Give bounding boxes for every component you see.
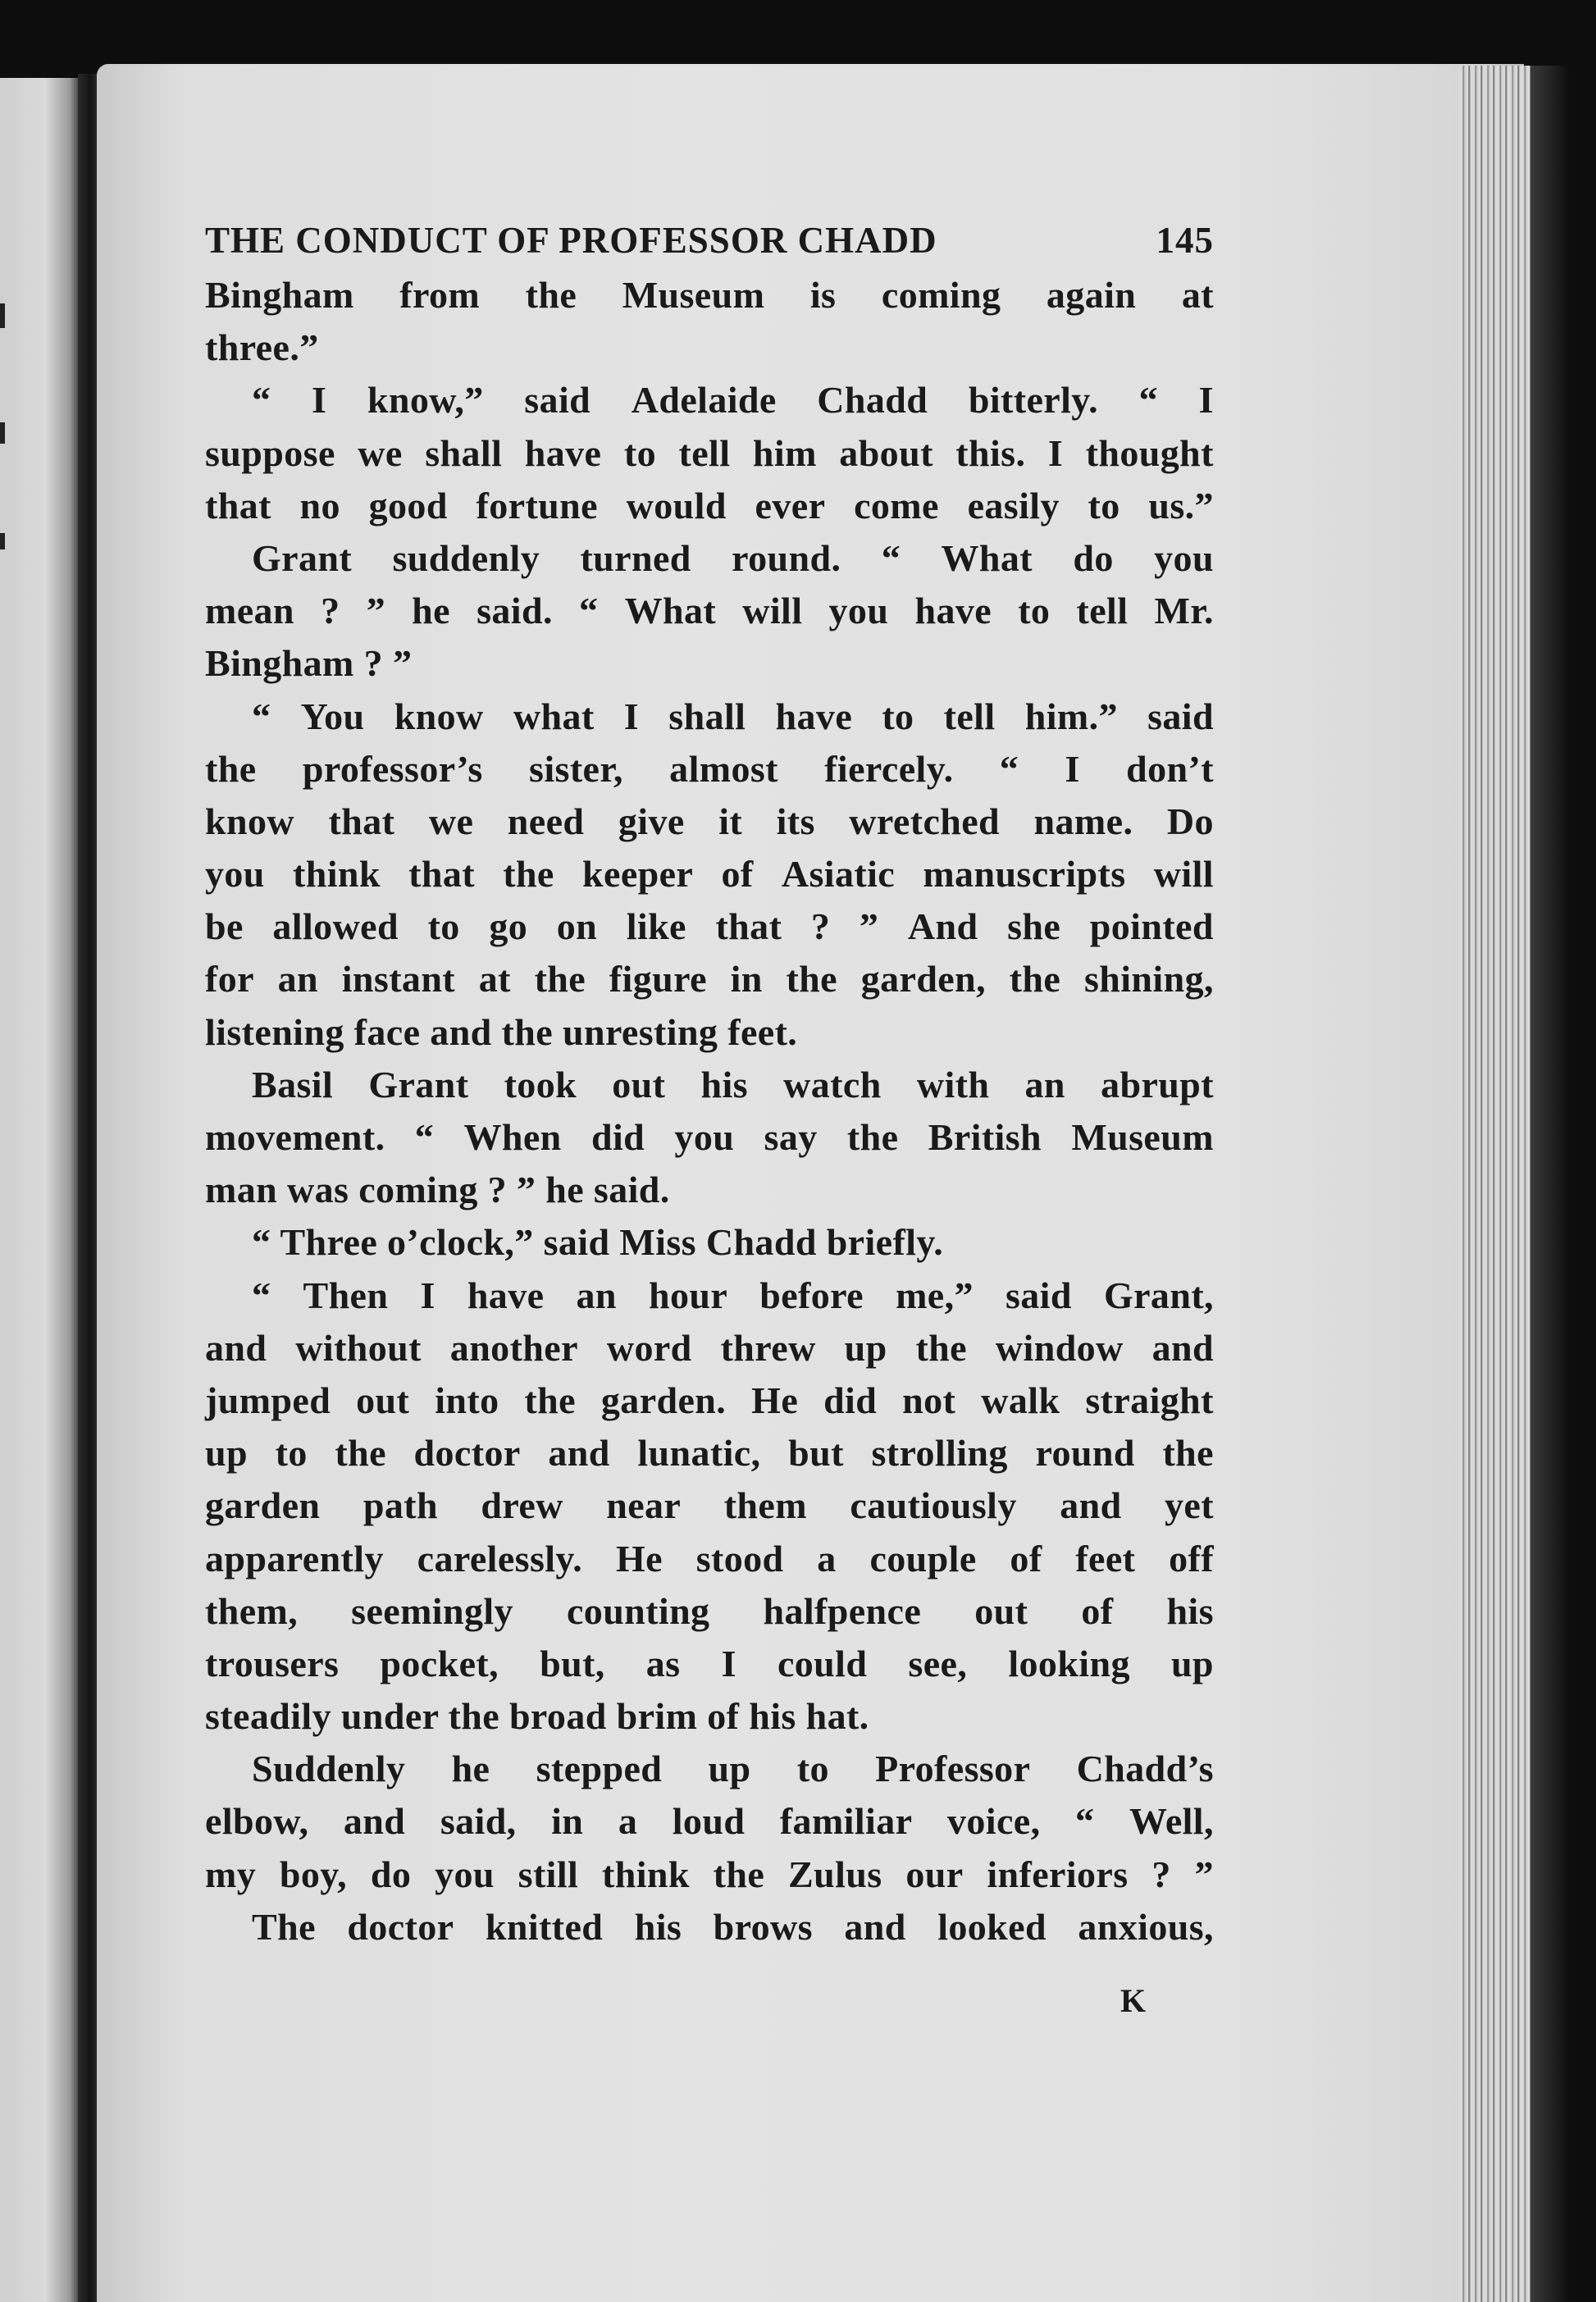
text-line: suppose we shall have to tell him about this. I thought — [205, 431, 1214, 474]
text-line: up to the doctor and lunatic, but strolling round the — [205, 1432, 1214, 1475]
text-line: that no good fortune would ever come easily to us.” — [205, 484, 1214, 526]
text-line: “ You know what I shall have to tell him.” said — [252, 695, 1214, 737]
text-line: elbow, and said, in a loud familiar voice, “ Well, — [205, 1800, 1214, 1843]
text-line: listening face and the unresting feet. — [205, 1010, 798, 1053]
running-title: THE CONDUCT OF PROFESSOR CHADD — [205, 220, 937, 261]
text-line: my boy, do you still think the Zulus our inferiors ? ” — [205, 1853, 1214, 1895]
text-line: trousers pocket, but, as I could see, looking up — [205, 1642, 1214, 1684]
text-line: and without another word threw up the window and — [205, 1326, 1214, 1369]
text-line: “ I know,” said Adelaide Chadd bitterly. “ I — [252, 379, 1214, 422]
text-line: man was coming ? ” he said. — [205, 1169, 670, 1211]
text-line: you think that the keeper of Asiatic manuscripts will — [205, 853, 1214, 896]
signature-mark: K — [1120, 1982, 1147, 2019]
text-line: be allowed to go on like that ? ” And she pointed — [205, 905, 1214, 948]
text-line: Bingham from the Museum is coming again at — [205, 274, 1214, 316]
text-line: Bingham ? ” — [205, 642, 413, 685]
running-header — [205, 212, 1214, 269]
text-line: movement. “ When did you say the British Museum — [205, 1116, 1214, 1158]
text-line: “ Then I have an hour before me,” said Grant, — [252, 1274, 1214, 1316]
body-text — [205, 269, 1214, 1953]
ink-mark — [0, 533, 5, 549]
text-line: the professor’s sister, almost fiercely. “ I don’t — [205, 747, 1214, 790]
page-text — [205, 212, 1214, 1953]
text-line: Grant suddenly turned round. “ What do you — [252, 536, 1214, 579]
text-line: Suddenly he stepped up to Professor Chadd’s — [252, 1748, 1214, 1790]
text-line: steadily under the broad brim of his hat. — [205, 1695, 869, 1738]
text-line: apparently carelessly. He stood a couple of feet off — [205, 1537, 1214, 1579]
text-line: “ Three o’clock,” said Miss Chadd briefly. — [252, 1221, 944, 1264]
page-edge-shadow — [1530, 66, 1596, 2302]
ink-mark — [0, 303, 5, 328]
text-line: garden path drew near them cautiously and yet — [205, 1484, 1214, 1527]
text-line: mean ? ” he said. “ What will you have to tell Mr. — [205, 590, 1214, 632]
text-line: The doctor knitted his brows and looked anxious, — [252, 1905, 1214, 1948]
ink-mark — [0, 422, 5, 444]
text-line: for an instant at the figure in the garden, the shining, — [205, 958, 1214, 1001]
text-line: know that we need give it its wretched name. Do — [205, 800, 1214, 842]
facing-page-edge — [0, 78, 82, 2302]
text-line: Basil Grant took out his watch with an abrupt — [252, 1063, 1214, 1105]
text-line: three.” — [205, 326, 319, 369]
page-number: 145 — [1156, 220, 1214, 261]
text-line: jumped out into the garden. He did not walk straight — [205, 1379, 1214, 1421]
text-line: them, seemingly counting halfpence out of his — [205, 1589, 1214, 1632]
page-edges — [1458, 66, 1536, 2302]
